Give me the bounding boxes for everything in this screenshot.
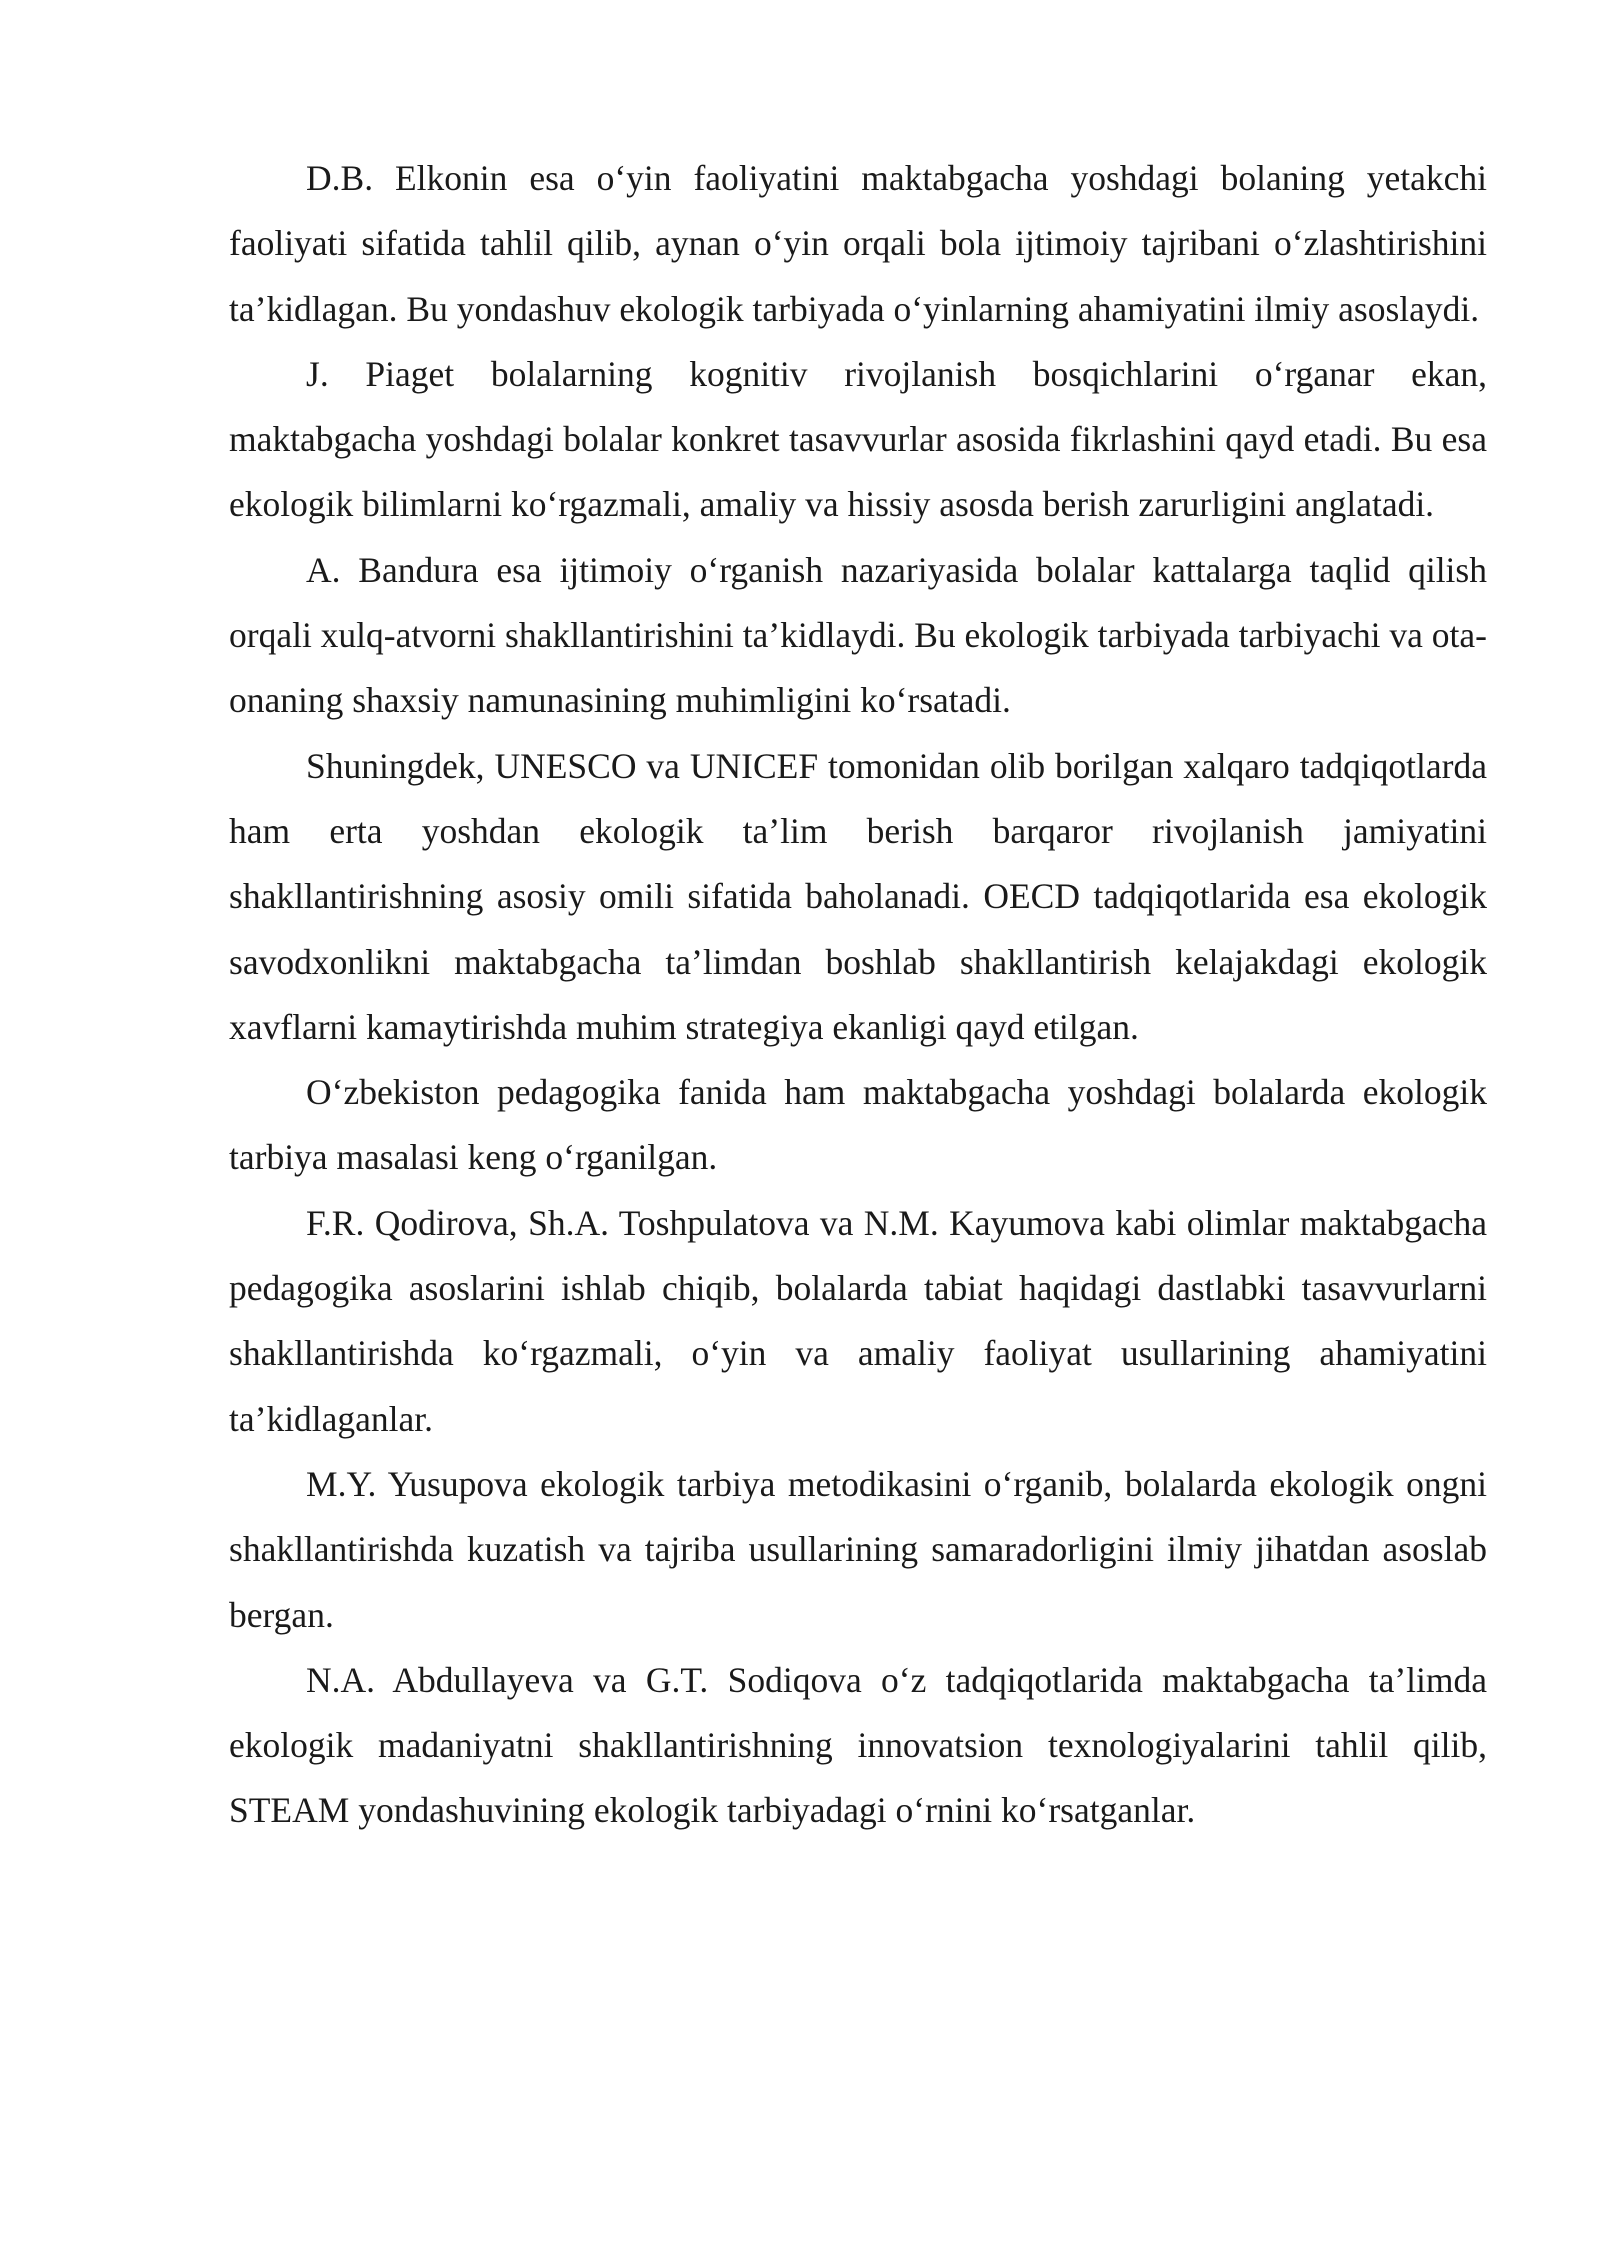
paragraph-piaget: J. Piaget bolalarning kognitiv rivojlanish bosqichlarini o‘rganar ekan, maktabgacha yoshdagi bolalar konkret tasavvurlar asosida fikrlashini qayd etadi. Bu esa ekologik bilimlarni ko‘rgazmali, amaliy va hissiy asosda berish zarurligini anglatadi. [229,353,1487,525]
paragraph-yusupova: M.Y. Yusupova ekologik tarbiya metodikasini o‘rganib, bolalarda ekologik ongni shakllantirishda kuzatish va tajriba usullarining samaradorligini ilmiy jihatdan asoslab bergan. [229,1463,1487,1635]
paragraph-bandura: A. Bandura esa ijtimoiy o‘rganish nazariyasida bolalar kattalarga taqlid qilish orqali xulq-atvorni shakllantirishini ta’kidlaydi. Bu ekologik tarbiyada tarbiyachi va ota-onaning shaxsiy namunasining muhimligini ko‘rsatadi. [229,549,1487,721]
paragraph-elkonin: D.B. Elkonin esa o‘yin faoliyatini maktabgacha yoshdagi bolaning yetakchi faoliyati sifatida tahlil qilib, aynan o‘yin orqali bola ijtimoiy tajribani o‘zlashtirishini ta’kidlagan. Bu yondashuv ekologik tarbiyada o‘yinlarning ahamiyatini ilmiy asoslaydi. [229,158,1487,329]
paragraph-unesco-unicef: Shuningdek, UNESCO va UNICEF tomonidan olib borilgan xalqaro tadqiqotlarda ham erta yoshdan ekologik ta’lim berish barqaror rivojlanish jamiyatini shakllantirishning asosiy omili sifatida baholanadi. OECD tadqiqotlarida esa ekologik savodxonlikni maktabgacha ta’limdan boshlab shakllantirish kelajakdagi ekologik xavflarni kamaytirishda muhim strategiya ekanligi qayd etilgan. [229,745,1487,1047]
paragraph-abdullayeva: N.A. Abdullayeva va G.T. Sodiqova o‘z tadqiqotlarida maktabgacha ta’limda ekologik madaniyatni shakllantirishning innovatsion texnologiyalarini tahlil qilib, STEAM yondashuvining ekologik tarbiyadagi o‘rnini ko‘rsatganlar. [229,1659,1487,1831]
document-body [229,146,1487,1844]
paragraph-uzbekistan-pedagogy: O‘zbekiston pedagogika fanida ham maktabgacha yoshdagi bolalarda ekologik tarbiya masalasi keng o‘rganilgan. [229,1072,1487,1178]
paragraph-qodirova: F.R. Qodirova, Sh.A. Toshpulatova va N.M. Kayumova kabi olimlar maktabgacha pedagogika asoslarini ishlab chiqib, bolalarda tabiat haqidagi dastlabki tasavvurlarni shakllantirishda ko‘rgazmali, o‘yin va amaliy faoliyat usullarining ahamiyatini ta’kidlaganlar. [229,1202,1487,1439]
